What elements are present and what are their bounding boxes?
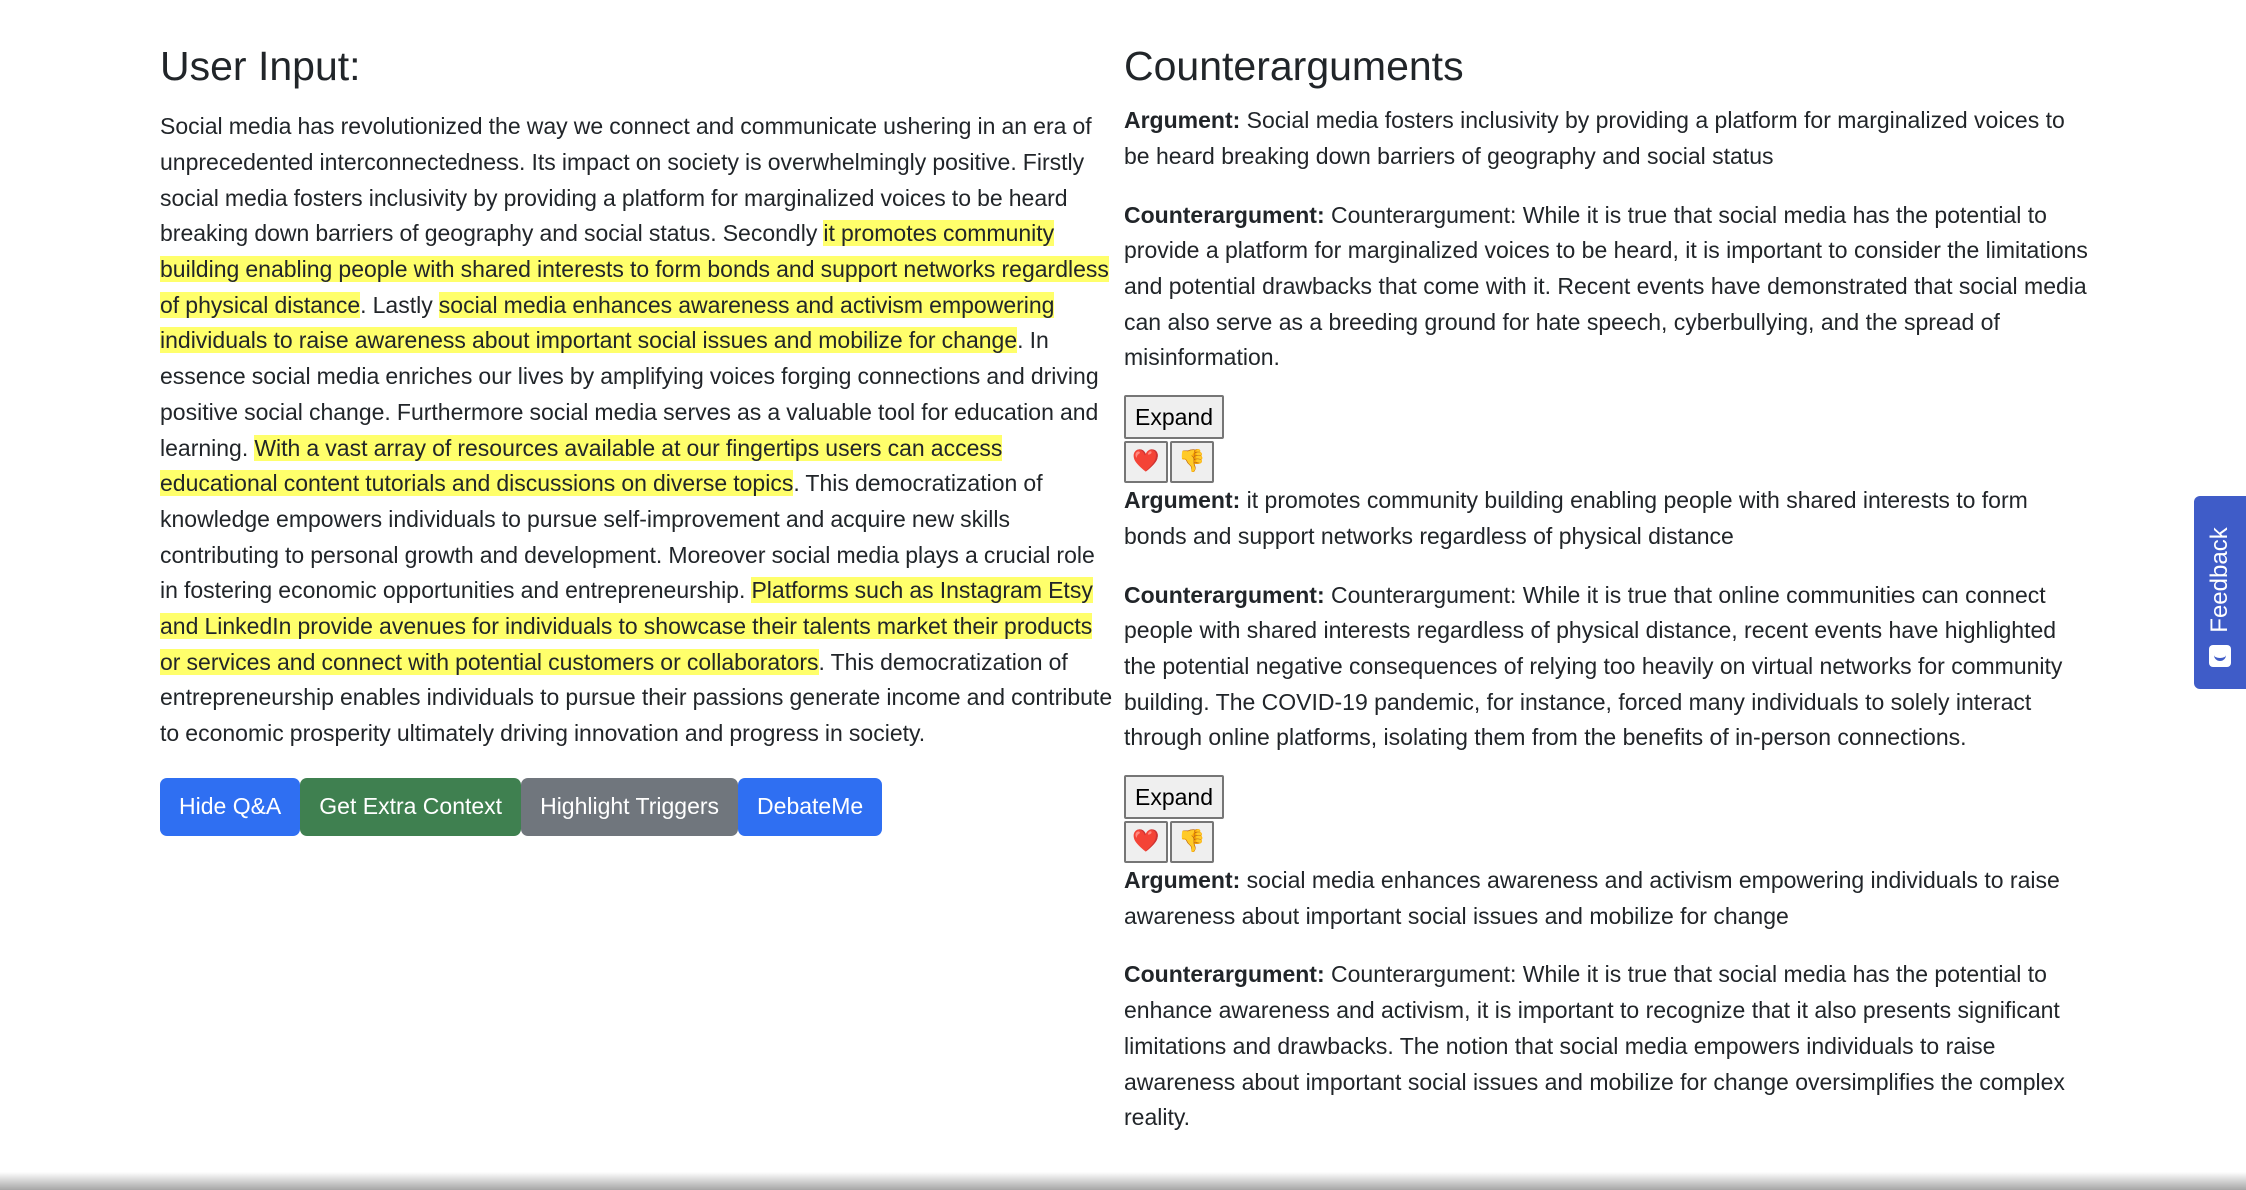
counterargument-text [1124,957,2094,1136]
thumbs-down-icon[interactable]: 👎 [1170,441,1214,483]
feedback-smile-icon [2209,645,2231,667]
highlight-triggers-button[interactable]: Highlight Triggers [521,778,738,836]
highlighted-trigger: With a vast array of resources available at our fingertips users can access educational content tutorials and discussions on diverse topics [160,434,1003,497]
argument-body: social media enhances awareness and activism empowering individuals to raise awareness about important social issues and mobilize for change [1124,867,2060,929]
feedback-tab[interactable] [2194,496,2246,689]
get-extra-context-button[interactable]: Get Extra Context [300,778,521,836]
debate-me-button[interactable]: DebateMe [738,778,882,836]
reaction-row [1124,821,2094,863]
counterargument-body: Counterargument: While it is true that social media has the potential to provide a platform for marginalized voices to be heard, it is important to consider the limitations and potential drawbacks that come with it. Recent events have demonstrated that social media can also serve as a breeding ground for hate speech, cyberbullying, and the spread of misinformation. [1124,201,2088,371]
text-segment: . In essence social media enriches our lives by amplifying voices forging connections and driving positive social change. Furthermore social media serves as a valuable tool for education and learning. [160,327,1099,461]
counterargument-text [1124,198,2094,377]
user-input-title: User Input: [160,43,361,89]
argument-text [1124,103,2094,174]
hide-qa-button[interactable]: Hide Q&A [160,778,300,836]
bottom-edge-shadow [0,1172,2246,1190]
argument-body: it promotes community building enabling people with shared interests to form bonds and support networks regardless of physical distance [1124,487,2028,549]
highlighted-trigger: social media enhances awareness and activism empowering individuals to raise awareness about important social issues and mobilize for change [160,291,1055,354]
counterargument-label: Counterargument: [1124,961,1325,988]
argument-label: Argument: [1124,867,1241,894]
expand-button[interactable]: Expand [1124,775,1224,819]
thumbs-down-icon[interactable]: 👎 [1170,821,1214,863]
user-input-panel [160,42,1115,836]
counterargument-card [1124,103,2094,483]
counterargument-card [1124,483,2094,863]
text-segment: . This democratization of knowledge empowers individuals to pursue self-improvement and acquire new skills contributing to personal growth and development. Moreover social media plays a crucial role in fostering economic opportunities and entrepreneurship. [160,470,1095,604]
counterargument-card [1124,863,2094,1136]
highlighted-trigger: it promotes community building enabling people with shared interests to form bonds and support networks regardless of physical distance [160,220,1109,318]
counterargument-text [1124,578,2094,757]
argument-text [1124,863,2094,934]
text-segment: Social media has revolutionized the way we connect and communicate ushering in an era of unprecedented interconnectedness. Its impact on society is overwhelmingly positive. Firstly social media fosters inclusivity by providing a platform for marginalized voices to be heard breaking down barriers of geography and social status. Secondly [160,113,1092,247]
counterargument-body: Counterargument: While it is true that online communities can connect people with shared interests regardless of physical distance, recent events have highlighted the potential negative consequences of relying too heavily on virtual networks for community building. The COVID-19 pandemic, for instance, forced many individuals to solely interact through online platforms, isolating them from the benefits of in-person connections. [1124,581,2063,751]
heart-icon[interactable]: ❤️ [1124,821,1168,863]
counterarguments-title: Counterarguments [1124,43,1464,89]
action-button-row [160,778,1115,836]
highlighted-trigger: Platforms such as Instagram Etsy and LinkedIn provide avenues for individuals to showcase their talents market their products or services and connect with potential customers or collaborators [160,577,1093,675]
counterargument-body: Counterargument: While it is true that social media has the potential to enhance awareness and activism, it is important to recognize that it also presents significant limitations and drawbacks. The notion that social media empowers individuals to raise awareness about important social issues and mobilize for change oversimplifies the complex reality. [1124,961,2065,1131]
text-segment: . This democratization of entrepreneurship enables individuals to pursue their passions generate income and contribute to economic prosperity ultimately driving innovation and progress in society. [160,648,1113,747]
argument-label: Argument: [1124,487,1241,514]
feedback-label: Feedback [2206,527,2233,633]
counterargument-label: Counterargument: [1124,581,1325,608]
argument-label: Argument: [1124,107,1241,134]
reaction-row [1124,441,2094,483]
text-segment: . Lastly [360,291,439,318]
counterargument-label: Counterargument: [1124,201,1325,228]
expand-button[interactable]: Expand [1124,395,1224,439]
argument-text [1124,483,2094,554]
argument-body: Social media fosters inclusivity by providing a platform for marginalized voices to be heard breaking down barriers of geography and social status [1124,107,2065,169]
heart-icon[interactable]: ❤️ [1124,441,1168,483]
counterarguments-panel [1124,42,2094,1136]
user-input-text [160,109,1115,752]
